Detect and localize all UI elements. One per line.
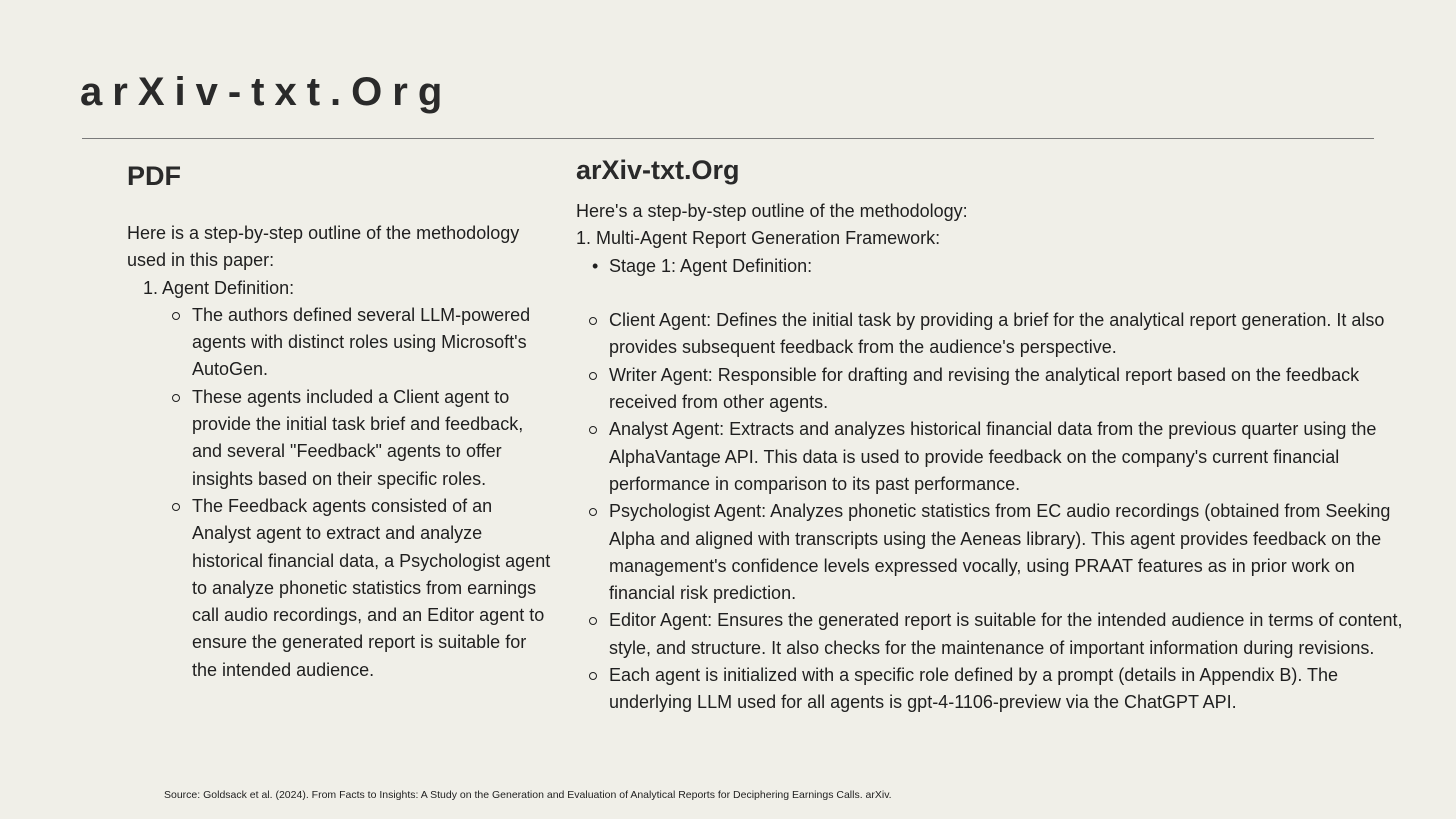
agent-item: Analyst Agent: Extracts and analyzes historical financial data from the previous quarter using the AlphaVantage API. This data is used to provide feedback on the company's current financial performance in comparison to its past performance. [609,416,1406,498]
stage-list [576,253,1406,280]
pdf-column [127,158,552,684]
stage-bullet: • [592,255,599,276]
brand-title: arXiv-txt.Org [80,70,453,114]
arxiv-txt-intro: Here's a step-by-step outline of the methodology: [576,201,968,221]
pdf-outline-list [127,275,552,684]
pdf-intro: Here is a step-by-step outline of the methodology used in this paper: [127,223,520,271]
agent-item: Each agent is initialized with a specific role defined by a prompt (details in Appendix B). The underlying LLM used for all agents is gpt-4-1106-preview via the ChatGPT API. [609,662,1406,717]
pdf-sub-list [143,302,552,684]
pdf-sub-item: These agents included a Client agent to provide the initial task brief and feedback, and several "Feedback" agents to offer insights based on their specific roles. [192,384,552,493]
arxiv-txt-outline-list [576,225,1406,716]
header-divider [82,138,1374,139]
agent-item: Client Agent: Defines the initial task by providing a brief for the analytical report generation. It also provides subsequent feedback from the audience's perspective. [609,307,1406,362]
pdf-outline-item [143,275,552,684]
arxiv-txt-outline-item [576,225,1406,716]
agent-item: Editor Agent: Ensures the generated report is suitable for the intended audience in terms of content, style, and structure. It also checks for the maintenance of important information during revisions. [609,607,1406,662]
agent-item: Psychologist Agent: Analyzes phonetic statistics from EC audio recordings (obtained from Seeking Alpha and aligned with transcripts using the Aeneas library). This agent provides feedback on the management's confidence levels expressed vocally, using PRAAT features as in prior work on financial risk prediction. [609,498,1406,607]
arxiv-txt-column [576,152,1406,717]
agent-item: Writer Agent: Responsible for drafting and revising the analytical report based on the feedback received from other agents. [609,362,1406,417]
stage-label: Stage 1: Agent Definition: [609,255,813,276]
pdf-column-title: PDF [127,161,181,191]
pdf-outline-item-label: 1. Agent Definition: [143,277,295,298]
arxiv-txt-column-title: arXiv-txt.Org [576,155,740,185]
pdf-sub-item: The authors defined several LLM-powered agents with distinct roles using Microsoft's AutoGen. [192,302,552,384]
arxiv-txt-outline-item-label: 1. Multi-Agent Report Generation Framework: [576,228,941,249]
pdf-sub-item: The Feedback agents consisted of an Analyst agent to extract and analyze historical financial data, a Psychologist agent to analyze phonetic statistics from earnings call audio recordings, and an Editor agent to ensure the generated report is suitable for the intended audience. [192,493,552,684]
source-citation: Source: Goldsack et al. (2024). From Facts to Insights: A Study on the Generation and Evaluation of Analytical Reports for Deciphering Earnings Calls. arXiv. [164,789,892,801]
stage-item [592,253,1406,280]
agent-list [576,307,1406,716]
